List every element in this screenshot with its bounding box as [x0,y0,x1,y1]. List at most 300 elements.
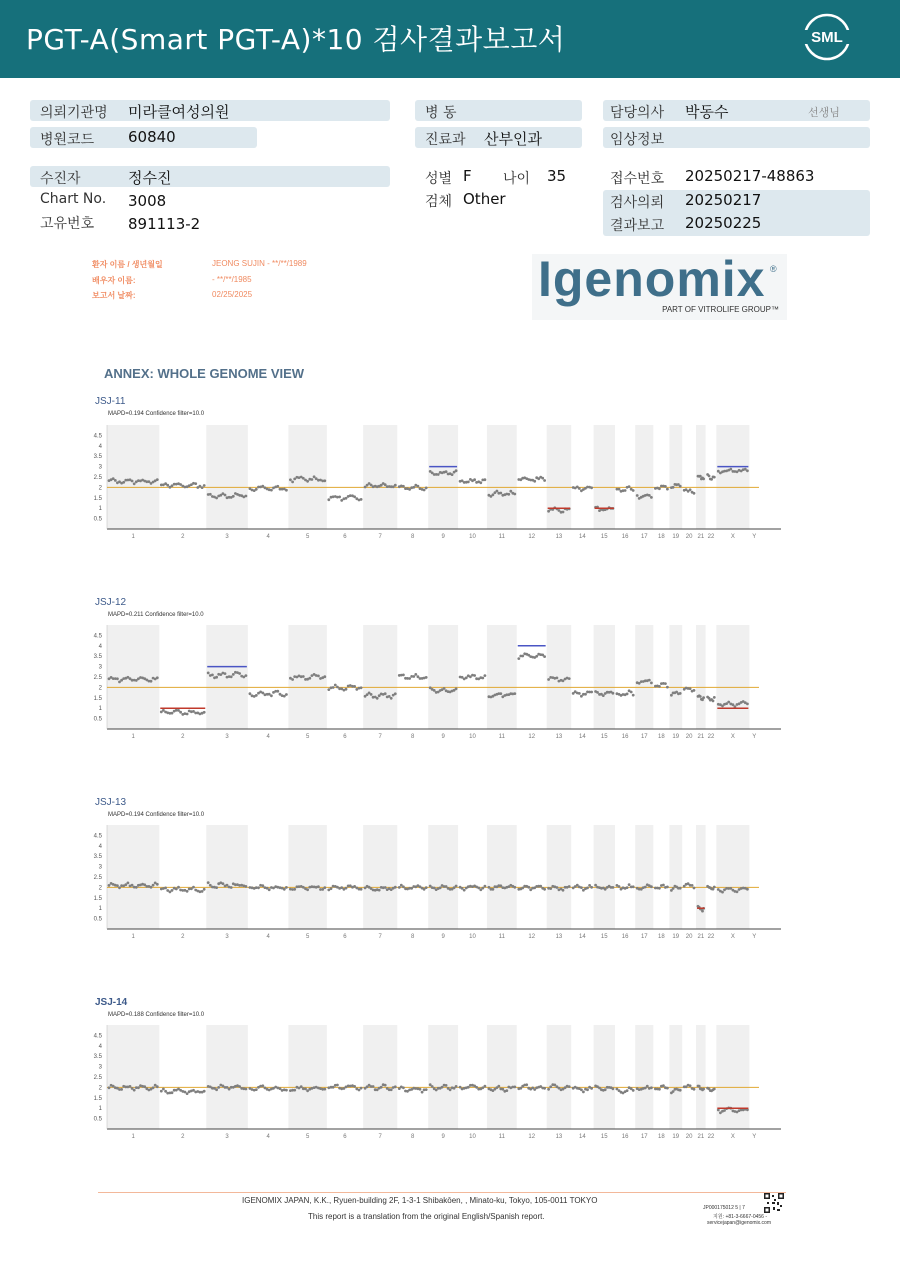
copy-number-point [162,709,165,712]
chromosome-band [594,825,615,929]
copy-number-point [414,673,417,676]
chromosome-band [487,1025,517,1129]
copy-number-point [648,679,651,682]
copy-number-point [455,687,458,690]
copy-number-point [255,694,258,697]
copy-number-point [137,1086,140,1089]
copy-number-point [245,885,248,888]
x-tick-label: Y [752,734,757,740]
ward-label: 병 동 [425,105,457,121]
copy-number-point [729,468,732,471]
copy-number-point [135,886,138,889]
copy-number-point [549,1085,552,1088]
copy-number-point [666,488,669,491]
copy-number-point [245,495,248,498]
x-tick-label: 22 [707,734,715,740]
y-tick-label: 2 [98,685,102,692]
copy-number-point [437,473,440,476]
copy-number-point [628,883,631,886]
chromosome-band [547,425,572,529]
copy-number-point [708,475,711,478]
x-tick-label: 2 [181,934,185,940]
x-tick-label: 10 [469,934,476,940]
copy-number-point [179,711,182,714]
x-tick-label: 12 [528,934,536,940]
copy-number-point [507,493,510,496]
chromosome-band [635,425,653,529]
x-tick-label: Y [752,1134,757,1140]
chart-no-label: Chart No. [40,191,107,207]
copy-number-point [481,677,484,680]
copy-number-point [302,675,305,678]
copy-number-point [539,885,542,888]
chromosome-band [487,625,517,729]
copy-number-point [562,511,565,514]
specimen-label: 검체 [425,194,453,210]
copy-number-point [114,479,117,482]
chart-title-jsj-11: JSJ-11 [95,396,126,407]
x-tick-label: 18 [658,1134,665,1140]
copy-number-point [590,486,593,489]
copy-number-point [632,885,635,888]
copy-number-point [394,1085,397,1088]
x-tick-label: 20 [685,734,693,740]
doctor-suffix: 선생님 [808,106,840,119]
copy-number-point [162,1088,165,1091]
x-tick-label: 19 [672,934,680,940]
chromosome-band [696,1025,706,1129]
x-tick-label: 6 [343,534,347,540]
copy-number-point [425,1088,428,1091]
copy-number-point [276,485,279,488]
copy-number-point [650,885,653,888]
copy-number-point [525,1083,528,1086]
x-tick-label: 10 [469,534,476,540]
y-tick-label: 4.5 [93,633,102,640]
copy-number-point [133,1089,136,1092]
copy-number-point [664,485,667,488]
x-tick-label: 17 [640,734,648,740]
y-tick-label: 0.5 [93,916,102,923]
chromosome-band [428,625,458,729]
copy-number-point [746,469,749,472]
copy-number-point [211,674,214,677]
chart-title-jsj-14: JSJ-14 [95,997,128,1008]
copy-number-point [203,484,206,487]
x-tick-label: 5 [305,534,310,540]
copy-number-point [276,690,279,693]
copy-number-point [632,694,635,697]
copy-number-point [547,1088,550,1091]
copy-number-point [664,682,667,685]
x-tick-label: 3 [225,934,229,940]
copy-number-point [666,886,669,889]
copy-number-point [501,1088,504,1091]
y-tick-label: 4 [98,843,102,850]
y-tick-label: 1.5 [93,895,102,902]
copy-number-point [412,675,415,678]
x-tick-label: 9 [441,734,445,740]
copy-number-point [644,886,647,889]
doctor-label: 담당의사 [610,105,665,121]
copy-number-point [513,1086,516,1089]
y-tick-label: 2 [98,885,102,892]
copy-number-point [398,886,401,889]
doctor-value: 박동수 [685,103,729,121]
y-tick-label: 3 [98,464,102,471]
y-tick-label: 2.5 [93,675,102,681]
y-tick-label: 4.5 [93,1033,102,1040]
copy-number-point [372,1085,375,1088]
x-tick-label: 6 [343,734,347,740]
chromosome-band [716,825,749,929]
copy-number-point [394,886,397,889]
copy-number-point [713,886,716,889]
copy-number-point [302,477,305,480]
copy-number-point [186,1092,189,1095]
copy-number-point [543,479,546,482]
copy-number-point [499,692,502,695]
copy-number-point [156,1085,159,1088]
copy-number-point [672,887,675,890]
copy-number-point [360,888,363,891]
copy-number-point [360,686,363,689]
copy-number-point [618,885,621,888]
x-tick-label: 13 [555,734,563,740]
copy-number-point [547,678,550,681]
copy-number-point [479,481,482,484]
chromosome-band [594,1025,615,1129]
copy-number-point [666,1087,669,1090]
institution-value: 미라클여성의원 [128,103,230,121]
sml-logo [802,12,852,62]
x-tick-label: 14 [579,534,586,540]
y-tick-label: 2.5 [93,1075,102,1081]
report-title: PGT-A(Smart PGT-A)*10 검사결과보고서 [26,23,566,56]
copy-number-point [455,885,458,888]
copy-number-point [691,884,694,887]
chromosome-band [487,425,517,529]
x-tick-label: 22 [707,534,715,540]
copy-number-point [238,1085,241,1088]
x-tick-label: 21 [697,934,705,940]
copy-number-point [535,655,538,658]
copy-number-point [624,489,627,492]
chart-subtitle-jsj-12: MAPD=0.211 Confidence filter=10.0 [108,612,204,618]
copy-number-point [353,685,356,688]
copy-number-point [425,487,428,490]
copy-number-point [327,498,330,501]
copy-number-point [289,478,292,481]
copy-number-point [423,489,426,492]
copy-number-point [604,1088,607,1091]
copy-number-point [323,479,326,482]
copy-number-point [270,489,273,492]
igenomix-logo-word: Igenomix [538,251,766,307]
copy-number-point [338,496,341,499]
copy-number-point [648,494,651,497]
report-header [0,0,900,78]
copy-number-point [679,692,682,695]
copy-number-point [658,487,661,490]
copy-number-point [679,887,682,890]
copy-number-point [261,1084,264,1087]
copy-number-point [586,887,589,890]
copy-number-point [120,1088,123,1091]
copy-number-point [505,1089,508,1092]
copy-number-point [402,885,405,888]
copy-number-point [626,693,629,696]
copy-number-point [586,1088,589,1091]
copy-number-point [222,882,225,885]
copy-number-point [492,888,495,891]
copy-number-point [150,680,153,683]
copy-number-point [658,685,661,688]
copy-number-point [390,697,393,700]
copy-number-point [496,490,499,493]
copy-number-point [439,886,442,889]
y-tick-label: 3.5 [93,854,102,861]
translation-date-label: 보고서 날짜: [92,291,136,300]
copy-number-point [421,1091,424,1094]
x-tick-label: 11 [498,1134,505,1140]
copy-number-point [255,488,258,491]
copy-number-point [521,655,524,658]
copy-number-point [230,886,233,889]
copy-number-point [658,1088,661,1091]
chromosome-band [206,425,248,529]
copy-number-point [171,1091,174,1094]
y-tick-label: 0.5 [93,1116,102,1123]
chromosome-band [107,1025,159,1129]
chromosome-band [696,825,706,929]
copy-number-point [455,1085,458,1088]
copy-number-point [384,1084,387,1087]
x-tick-label: 9 [441,1134,445,1140]
copy-number-point [186,713,189,716]
receipt-label: 접수번호 [610,171,665,187]
x-tick-label: 14 [579,734,586,740]
x-tick-label: 22 [707,1134,715,1140]
copy-number-point [425,676,428,679]
copy-number-point [473,674,476,677]
copy-number-point [171,484,174,487]
x-tick-label: 15 [600,534,608,540]
copy-number-point [122,481,125,484]
copy-number-point [626,1089,629,1092]
chromosome-band [487,825,517,929]
copy-number-point [215,676,218,679]
copy-number-point [543,655,546,658]
chart-title-jsj-13: JSJ-13 [95,797,127,808]
x-tick-label: 13 [555,934,563,940]
footer-divider [98,1192,786,1193]
footer-phone: 지원: +81-3-6667-0456 - [713,1214,767,1220]
copy-number-point [116,677,119,680]
chromosome-band [635,1025,653,1129]
copy-number-point [261,884,264,887]
copy-number-point [215,1088,218,1091]
copy-number-point [650,682,653,685]
copy-number-point [509,490,512,493]
copy-number-point [710,478,713,481]
copy-number-point [268,888,271,891]
x-tick-label: 16 [621,1134,629,1140]
copy-number-point [658,887,661,890]
footer-translation-note: This report is a translation from the original English/Spanish report. [308,1212,545,1221]
hospital-code-value: 60840 [128,128,176,146]
copy-number-point [285,886,288,889]
chromosome-band [669,625,682,729]
copy-number-point [345,887,348,890]
copy-number-point [449,1088,452,1091]
copy-number-point [402,485,405,488]
copy-number-point [192,886,195,889]
y-tick-label: 2.5 [93,875,102,881]
copy-number-point [353,1085,356,1088]
copy-number-point [556,886,559,889]
copy-number-point [666,686,669,689]
chromosome-band [363,625,397,729]
copy-number-point [484,478,487,481]
chromosome-band [288,425,326,529]
copy-number-point [171,889,174,892]
copy-number-point [317,885,320,888]
copy-number-point [445,1084,448,1087]
specimen-value: Other [463,190,506,208]
copy-number-point [118,886,121,889]
copy-number-point [596,691,599,694]
x-tick-label: 15 [600,1134,608,1140]
x-tick-label: 3 [225,534,229,540]
copy-number-point [499,492,502,495]
copy-number-point [177,886,180,889]
copy-number-point [679,1089,682,1092]
copy-number-point [672,1090,675,1093]
x-tick-label: 13 [555,1134,563,1140]
copy-number-point [492,493,495,496]
x-tick-label: 16 [621,534,629,540]
copy-number-point [632,1089,635,1092]
copy-number-point [412,486,415,489]
chromosome-band [716,625,749,729]
copy-number-point [693,1088,696,1091]
chromosome-band [428,1025,458,1129]
copy-number-point [192,1089,195,1092]
copy-number-point [376,697,379,700]
copy-number-point [689,488,692,491]
copy-number-point [702,478,705,481]
x-tick-label: 11 [498,734,505,740]
copy-number-point [394,692,397,695]
copy-number-point [175,888,178,891]
copy-number-point [150,886,153,889]
copy-number-point [203,711,206,714]
copy-number-point [736,890,739,893]
copy-number-point [394,484,397,487]
translation-name-value: JEONG SUJIN - **/**/1989 [212,259,307,268]
copy-number-point [602,694,605,697]
copy-number-point [402,674,405,677]
copy-number-point [249,692,252,695]
x-tick-label: 4 [266,734,270,740]
copy-number-point [308,677,311,680]
copy-number-point [419,1088,422,1091]
footer-address: IGENOMIX JAPAN, K.K., Ryuen-building 2F, 1-3-1 Shibakōen, , Minato-ku, Tokyo, 105-0011 TOKYO [242,1196,598,1205]
copy-number-point [152,884,155,887]
y-tick-label: 1.5 [93,1095,102,1102]
request-value: 20250217 [685,191,762,209]
copy-number-point [590,1087,593,1090]
chart-title-jsj-12: JSJ-12 [95,597,127,608]
y-tick-label: 3 [98,1064,102,1071]
copy-number-point [693,689,696,692]
x-tick-label: 1 [131,534,135,540]
chart-subtitle-jsj-13: MAPD=0.194 Confidence filter=10.0 [108,812,205,818]
copy-number-point [702,1088,705,1091]
x-tick-label: 17 [640,534,648,540]
x-tick-label: 3 [225,1134,229,1140]
x-tick-label: 19 [672,1134,680,1140]
copy-number-point [484,1085,487,1088]
x-tick-label: 9 [441,934,445,940]
x-tick-label: 9 [441,534,445,540]
copy-number-point [156,478,159,481]
x-tick-label: 7 [378,534,382,540]
x-tick-label: 16 [621,734,629,740]
copy-number-point [358,1089,361,1092]
copy-number-point [626,886,629,889]
copy-number-point [353,495,356,498]
copy-number-point [360,1087,363,1090]
x-tick-label: 21 [697,534,705,540]
copy-number-point [455,469,458,472]
x-tick-label: 2 [181,534,185,540]
y-tick-label: 1.5 [93,495,102,502]
copy-number-point [590,691,593,694]
copy-number-point [293,888,296,891]
x-tick-label: 20 [685,534,693,540]
copy-number-point [230,675,233,678]
annex-title: ANNEX: WHOLE GENOME VIEW [104,366,305,381]
chromosome-band [635,625,653,729]
x-tick-label: 21 [697,734,705,740]
copy-number-point [143,1085,146,1088]
copy-number-point [384,692,387,695]
copy-number-point [152,1086,155,1089]
copy-number-point [702,696,705,699]
copy-number-point [543,1087,546,1090]
y-tick-label: 0.5 [93,716,102,723]
chromosome-band [669,825,682,929]
chromosome-band [696,625,706,729]
copy-number-point [345,688,348,691]
chart-subtitle-jsj-11: MAPD=0.194 Confidence filter=10.0 [108,411,205,417]
y-tick-label: 4 [98,643,102,650]
copy-number-point [568,885,571,888]
copy-number-point [541,477,544,480]
copy-number-point [513,692,516,695]
copy-number-point [612,692,615,695]
copy-number-point [699,695,702,698]
x-tick-label: 18 [658,534,665,540]
copy-number-point [186,890,189,893]
igenomix-logo [532,251,787,320]
x-tick-label: X [730,734,735,740]
copy-number-point [311,478,314,481]
copy-number-point [217,1086,220,1089]
copy-number-point [746,703,749,706]
